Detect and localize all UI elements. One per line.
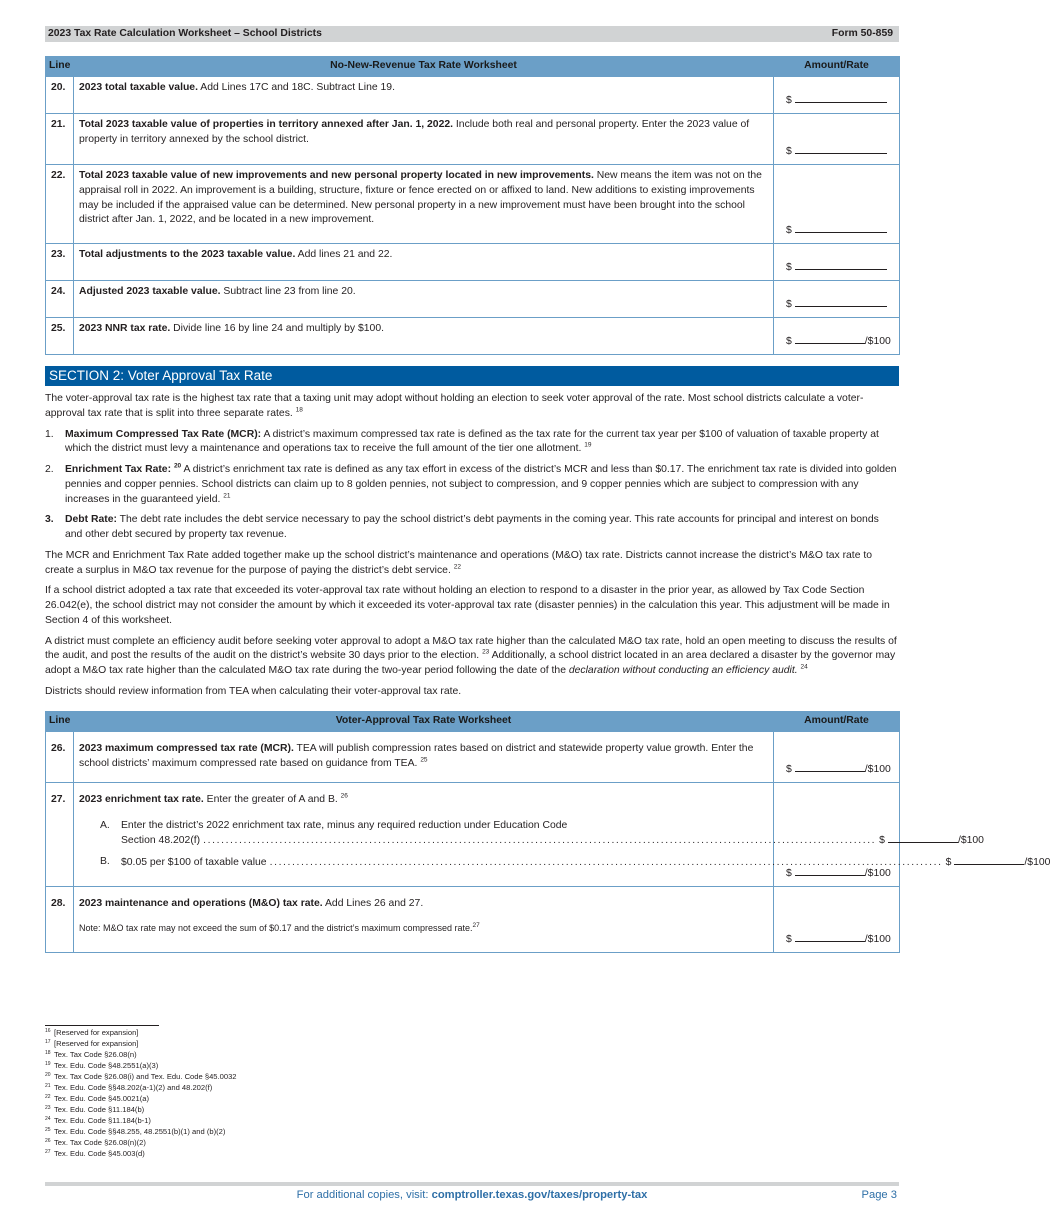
footnote-number: 18	[45, 1050, 51, 1056]
footnote-text: Tex. Edu. Code §11.184(b)	[54, 1105, 145, 1114]
footnotes	[45, 1025, 445, 1159]
footnote-number: 23	[45, 1105, 51, 1111]
section-intro: The voter-approval tax rate is the highest tax rate that a taxing unit may adopt without holding an election to seek voter approval of the rate. Most school districts calculate a voter-approval tax rate that is split into three separate rates. $^{18}$	[45, 393, 864, 419]
table-row	[46, 886, 900, 952]
table-row	[46, 77, 900, 114]
footnote-text: Tex. Edu. Code §45.0021(a)	[54, 1094, 149, 1103]
table-row	[46, 244, 900, 281]
table-row	[46, 165, 900, 244]
footnote	[45, 1082, 445, 1093]
paragraph: The MCR and Enrichment Tax Rate added together make up the school district’s maintenance and operations (M&O) tax rate. Districts cannot increase the district’s M&O tax rate to create a surplus in M&O tax revenue for the purpose of paying the district’s debt service. $^{22}$	[45, 549, 873, 576]
section-2-heading: SECTION 2: Voter Approval Tax Rate	[45, 366, 899, 386]
footnote-text: Tex. Tax Code §26.08(n)	[54, 1050, 137, 1059]
footnote-divider	[45, 1025, 159, 1026]
footnote	[45, 1126, 445, 1137]
footnote-number: 21	[45, 1083, 51, 1089]
line-description: Total adjustments to the 2023 taxable value. Add lines 21 and 22.	[74, 244, 774, 281]
sub-line-a: A. Enter the district’s 2022 enrichment tax rate, minus any required reduction under Education Code Section 48.202(f) ...................................................................................................................................................... $ /$100	[79, 819, 768, 850]
line-description: 2023 maintenance and operations (M&O) tax rate. Add Lines 26 and 27. Note: M&O tax rate may not exceed the sum of $0.17 and the district’s maximum compressed rate.$^{27}$	[74, 886, 774, 952]
amount-field[interactable]: $	[774, 114, 900, 165]
footnote-number: 16	[45, 1028, 51, 1034]
list-item: 3. Debt Rate: The debt rate includes the debt service necessary to pay the school district’s debt payments in the coming year. This rate accounts for principal and interest on bonds and other debt secured by property tax revenue.	[45, 514, 879, 541]
amount-field[interactable]: $	[774, 281, 900, 318]
header-title: 2023 Tax Rate Calculation Worksheet – School Districts	[48, 27, 322, 39]
table-row	[46, 318, 900, 355]
footnote	[45, 1104, 445, 1115]
footnote-number: 27	[45, 1149, 51, 1155]
line-description: 2023 enrichment tax rate. Enter the greater of A and B. $^{26}$ A. Enter the district’s 2022 enrichment tax rate, minus any required reduction under Education Code Section 48.202(f) ...................................................................................................................................................... $ /$100 B. $0.05 per $100 of taxable value ...................................................................................................................................................... $ /$100	[74, 782, 774, 886]
line-description: 2023 NNR tax rate. Divide line 16 by line 24 and multiply by $100.	[74, 318, 774, 355]
form-number: Form 50-859	[831, 27, 893, 39]
col-header-amount: Amount/Rate	[774, 711, 900, 731]
footnote-number: 24	[45, 1116, 51, 1122]
table-row	[46, 731, 900, 782]
paragraph: Districts should review information from TEA when calculating their voter-approval tax rate.	[45, 686, 462, 698]
line-number: 28.	[46, 886, 74, 952]
line-number: 23.	[46, 244, 74, 281]
col-header-amount: Amount/Rate	[774, 57, 900, 77]
footnote-text: Tex. Tax Code §26.08(i) and Tex. Edu. Code §45.0032	[54, 1072, 237, 1081]
page-number: Page 3	[861, 1189, 897, 1201]
sub-line-b: B. $0.05 per $100 of taxable value ...................................................................................................................................................... $ /$100	[79, 855, 768, 871]
line-description: Adjusted 2023 taxable value. Subtract line 23 from line 20.	[74, 281, 774, 318]
line-description: 2023 maximum compressed tax rate (MCR). TEA will publish compression rates based on district and statewide property value growth. Enter the school districts’ maximum compressed rate based on guidance from TEA. $^{25}$	[74, 731, 774, 782]
footnote-text: Tex. Edu. Code §48.2551(a)(3)	[54, 1061, 159, 1070]
col-header-title: Voter-Approval Tax Rate Worksheet	[74, 711, 774, 731]
va-worksheet-table	[45, 711, 1050, 953]
amount-field[interactable]: $	[774, 77, 900, 114]
amount-field[interactable]: $ /$100	[774, 731, 900, 782]
sub-amount-field-b[interactable]: $ /$100	[945, 857, 1050, 869]
footnote-text: [Reserved for expansion]	[54, 1028, 139, 1037]
amount-field[interactable]: $	[774, 165, 900, 244]
nnr-worksheet-table	[45, 56, 900, 355]
line-description: Total 2023 taxable value of properties in territory annexed after Jan. 1, 2022. Include both real and personal property. Enter the 2023 value of property in territory annexed by the school district.	[74, 114, 774, 165]
footnote	[45, 1093, 445, 1104]
footnote-text: Tex. Edu. Code §§48.255, 48.2551(b)(1) and (b)(2)	[54, 1127, 226, 1136]
footnote	[45, 1049, 445, 1060]
page-header	[45, 26, 899, 42]
list-item: 2. Enrichment Tax Rate: $^{20}$ A district’s enrichment tax rate is defined as any tax effort in excess of the district’s MCR and less than $0.17. The enrichment tax rate is divided into golden pennies and copper pennies. School districts can claim up to 8 golden pennies, not subject to compression, and 9 copper pennies which are subject to compression with any increases in the guaranteed yield. $^{21}$	[45, 462, 897, 505]
line-number: 25.	[46, 318, 74, 355]
footer-divider	[45, 1182, 899, 1186]
page-footer	[45, 1188, 899, 1202]
col-header-line: Line	[46, 57, 74, 77]
table-row	[46, 782, 900, 886]
footnote-number: 22	[45, 1094, 51, 1100]
sub-amount-field-a[interactable]: $ /$100	[879, 835, 984, 847]
table-row	[46, 281, 900, 318]
footnote-number: 26	[45, 1138, 51, 1144]
line-number: 20.	[46, 77, 74, 114]
amount-field[interactable]: $	[774, 244, 900, 281]
footnote-text: Tex. Edu. Code §11.184(b-1)	[54, 1116, 151, 1125]
footer-copies-text: For additional copies, visit: comptroller.texas.gov/taxes/property-tax	[296, 1189, 648, 1201]
line-number: 22.	[46, 165, 74, 244]
footnote-text: [Reserved for expansion]	[54, 1039, 139, 1048]
line-number: 27.	[46, 782, 74, 886]
footnote-number: 25	[45, 1127, 51, 1133]
amount-field[interactable]: $ /$100	[774, 886, 900, 952]
line-number: 26.	[46, 731, 74, 782]
paragraph: If a school district adopted a tax rate that exceeded its voter-approval tax rate without holding an election to respond to a disaster in the prior year, as allowed by Tax Code Section 26.042(e), the school district may not consider the amount by which it exceeded its voter-approval tax rate (disaster pennies) in the calculation this year. This adjustment will be made in Section 4 of this worksheet.	[45, 585, 890, 626]
footnote	[45, 1027, 445, 1038]
col-header-line: Line	[46, 711, 74, 731]
line-number: 24.	[46, 281, 74, 318]
footnote	[45, 1137, 445, 1148]
paragraph: A district must complete an efficiency audit before seeking voter approval to adopt a M&O tax rate higher than the calculated M&O tax rate, hold an open meeting to discuss the results of the audit, and post the results of the audit on the district’s website 30 days prior to the election. $^{23}$ Additionally, a school district located in an area declared a disaster by the governor may adopt a M&O tax rate higher than the calculated M&O tax rate during the two-year period following the date of the declaration without conducting an efficiency audit. $^{24}$	[45, 635, 897, 677]
table-row	[46, 114, 900, 165]
amount-field[interactable]: $ /$100	[774, 782, 900, 886]
footnote	[45, 1115, 445, 1126]
footnote	[45, 1071, 445, 1082]
line-number: 21.	[46, 114, 74, 165]
footnote-text: Tex. Edu. Code §§48.202(a-1)(2) and 48.202(f)	[54, 1083, 213, 1092]
line-description: 2023 total taxable value. Add Lines 17C and 18C. Subtract Line 19.	[74, 77, 774, 114]
footnote-number: 17	[45, 1039, 51, 1045]
footnote	[45, 1038, 445, 1049]
worksheet-page	[45, 26, 1050, 953]
footnote-text: Tex. Edu. Code §45.003(d)	[54, 1149, 145, 1158]
line-description: Total 2023 taxable value of new improvements and new personal property located in new improvements. New means the item was not on the appraisal roll in 2022. An improvement is a building, structure, fixture or fence erected on or affixed to land. New additions to existing improvements may be included if the appraised value can be determined. New personal property in a new improvement must have been brought into the school district after Jan. 1, 2022, and be located in a new improvement.	[74, 165, 774, 244]
col-header-title: No-New-Revenue Tax Rate Worksheet	[74, 57, 774, 77]
footnote	[45, 1148, 445, 1159]
footnote-text: Tex. Tax Code §26.08(n)(2)	[54, 1138, 146, 1147]
comptroller-link[interactable]: comptroller.texas.gov/taxes/property-tax	[431, 1189, 648, 1201]
footnote-number: 20	[45, 1072, 51, 1078]
footnote-number: 19	[45, 1061, 51, 1067]
footnote	[45, 1060, 445, 1071]
amount-field[interactable]: $ /$100	[774, 318, 900, 355]
note-text: Note: M&O tax rate may not exceed the sum of $0.17 and the district’s maximum compressed rate.$^{27}$	[79, 921, 480, 933]
list-item: 1. Maximum Compressed Tax Rate (MCR): A district’s maximum compressed tax rate is defined as the tax rate for the current tax year per $100 of valuation of taxable property at which the district must levy a maintenance and operations tax to receive the full amount of the tier one allotment. $^{19}$	[45, 428, 879, 455]
